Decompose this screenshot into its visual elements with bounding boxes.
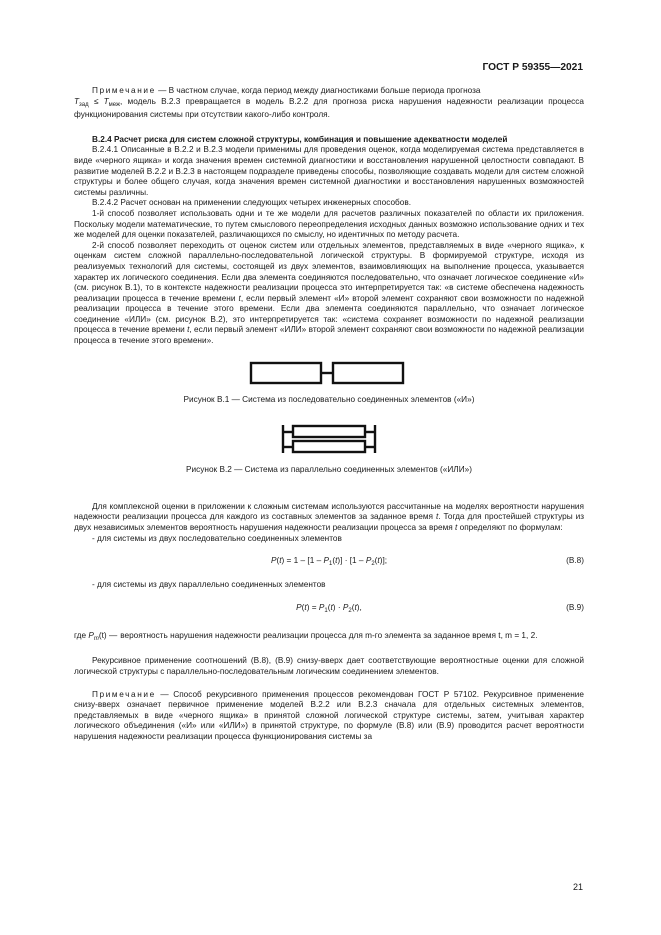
note-label: Примечание (92, 689, 156, 699)
figure-series-diagram (249, 361, 409, 387)
formula-b8-expression: $P(t) = 1 - [1 - P_1(t)] \cdot [1 - P_2(t)]$; (270, 556, 388, 568)
complex-text-a: Для комплексной оценки в приложении к сложным системам используются рассчитанные на моделях вероятности нарушения надежности реализации процесса для каждого из составных элементов за заданное время (74, 501, 584, 522)
method-2-text-a: 2-й способ позволяет переходить от оценок систем или отдельных элементов, представляемых в виде «черного ящика», к оценкам систем сложной параллельно-последовательной логической структуры. В формируемой структуре, исходя из реализуемых технологий для системы, состоящей из двух элементов, взаимовлияющих на выполнение процесса, указывается характер их логического соединения. Если два элемента соединяются последовательно, что означает логическое соединение «И» (см. рисунок В.1), то в контексте надежности реализации процесса это интерпретируется так: «в системе обеспечена надежность реализации процесса в течение времени (74, 240, 584, 303)
paragraph-recursive: Рекурсивное применение соотношений (В.8), (В.9) снизу-вверх дает соответствующие вероятностные оценки для сложной логической структуры с параллельно-последовательным логическим соединением элементов. (74, 656, 584, 676)
figure-1-caption: Рисунок В.1 — Система из последовательно соединенных элементов («И») (183, 394, 475, 404)
paragraph-complex (74, 502, 584, 534)
complex-text-b: . Тогда для простейшей структуры из двух независимых элементов вероятность нарушения надежности реализации процесса за время (74, 512, 584, 533)
note-2-text: — Способ рекурсивного применения процессов рекомендован ГОСТ Р 57102. Рекурсивное применение снизу-вверх означает первичное применение моделей В.2.2 или В.2.3 сначала для отдельных системных элементов, представляемых в виде «черного ящика» в принятой сложной логической структуре системы, затем, учитывая характер логического объединения («И» или «ИЛИ») в принятой структуре, по формуле (В.8) или (В.9) проводится расчет вероятности нарушения надежности реализации процесса функционирования системы за (74, 689, 584, 741)
leq-sign: ≤ (88, 96, 104, 106)
t-mezh-symbol: T (103, 96, 109, 106)
paragraph-b241: В.2.4.1 Описанные в В.2.2 и В.2.3 модели применимы для проведения оценок, когда моделируемая система представляется в виде «черного ящика» и когда значения времен системной диагностики и восстановления нарушенной целостности совпадают. В развитие моделей В.2.2 и В.2.3 в настоящем подразделе приведены способы, позволяющие создавать модели для систем сложной структуры и более общего случая, когда значения времен системной диагностики и восстановления нарушенных возможностей системы различны. (74, 145, 584, 197)
where-clause (74, 631, 584, 645)
method-2-text-c: , если первый элемент «ИЛИ» второй элемент сохраняют свои возможности по надежной реализации процесса в течение этого времени». (74, 325, 584, 346)
formula-b8 (74, 552, 584, 574)
note-label: Примечание (92, 86, 156, 95)
series-element-2 (333, 363, 403, 383)
series-element-1 (251, 363, 321, 383)
t-zad-sub: зад (79, 101, 89, 108)
method-2-text-b: , если первый элемент «И» второй элемент сохраняют свои возможности по надежной реализации процесса в течение этого времени. Если два элемента соединяются параллельно, что означает логическое соединение «ИЛИ» (см. рисунок В.2), это интерпретируется так: «система сохраняет возможности по надежной реализации процесса в течение времени (74, 293, 585, 335)
t-symbol: t (435, 512, 439, 522)
paragraph-method-1: 1-й способ позволяет использовать одни и те же модели для расчетов различных показателей по области их приложения. Поскольку модели математические, то путем смыслового переопределения исходных данных возможно использование одних и тех же моделей для оценки показателей, различающихся по смыслу, но идентичных по методу расчета. (74, 208, 584, 240)
where-description: вероятность нарушения надежности реализации процесса для m-го элемента за заданное время t, m = 1, 2. (120, 630, 538, 640)
t-mezh-sub: меж (108, 101, 121, 108)
note-1 (74, 86, 584, 97)
paragraph-b242: В.2.4.2 Расчет основан на применении следующих четырех инженерных способов. (92, 198, 412, 208)
t-symbol: t (238, 293, 241, 303)
parallel-element-2 (293, 441, 365, 452)
list-item-parallel: - для системы из двух параллельно соединенных элементов (92, 580, 326, 590)
paragraph-method-2 (74, 241, 584, 347)
formula-b9-expression: $P(t) = P_1(t) \cdot P_2(t)$, (296, 602, 362, 614)
note-1-comma: , (120, 96, 123, 106)
note-2 (74, 690, 584, 743)
t-symbol: t (455, 523, 458, 533)
formula-b9 (74, 599, 584, 621)
note-1-text-b: модель В.2.3 превращается в модель В.2.2 для прогноза риска нарушения надежности реализации процесса функционирования системы при отсутствии какого-либо контроля. (74, 96, 584, 120)
parallel-element-1 (293, 426, 365, 437)
figure-parallel-diagram (279, 423, 379, 457)
section-heading: В.2.4 Расчет риска для систем сложной структуры, комбинация и повышение адекватности моделей (92, 134, 508, 144)
standard-code: ГОСТ Р 59355—2021 (482, 62, 583, 73)
page-number: 21 (572, 882, 583, 892)
figure-2-caption: Рисунок В.2 — Система из параллельно соединенных элементов («ИЛИ») (186, 465, 472, 475)
note-1-cont (74, 97, 584, 121)
formula-b9-number: (В.9) (566, 602, 584, 612)
t-zad-symbol: T (74, 96, 80, 106)
note-1-text-a: — В частном случае, когда период между диагностиками больше периода прогноза (158, 86, 481, 95)
where-lead: где $P_m(t)$ — (74, 630, 118, 642)
complex-text-c: определяют по формулам: (457, 523, 563, 533)
page-body (74, 86, 584, 743)
list-item-series: - для системы из двух последовательно соединенных элементов (92, 533, 342, 543)
t-symbol: t (187, 325, 190, 335)
formula-b8-number: (В.8) (566, 556, 584, 566)
